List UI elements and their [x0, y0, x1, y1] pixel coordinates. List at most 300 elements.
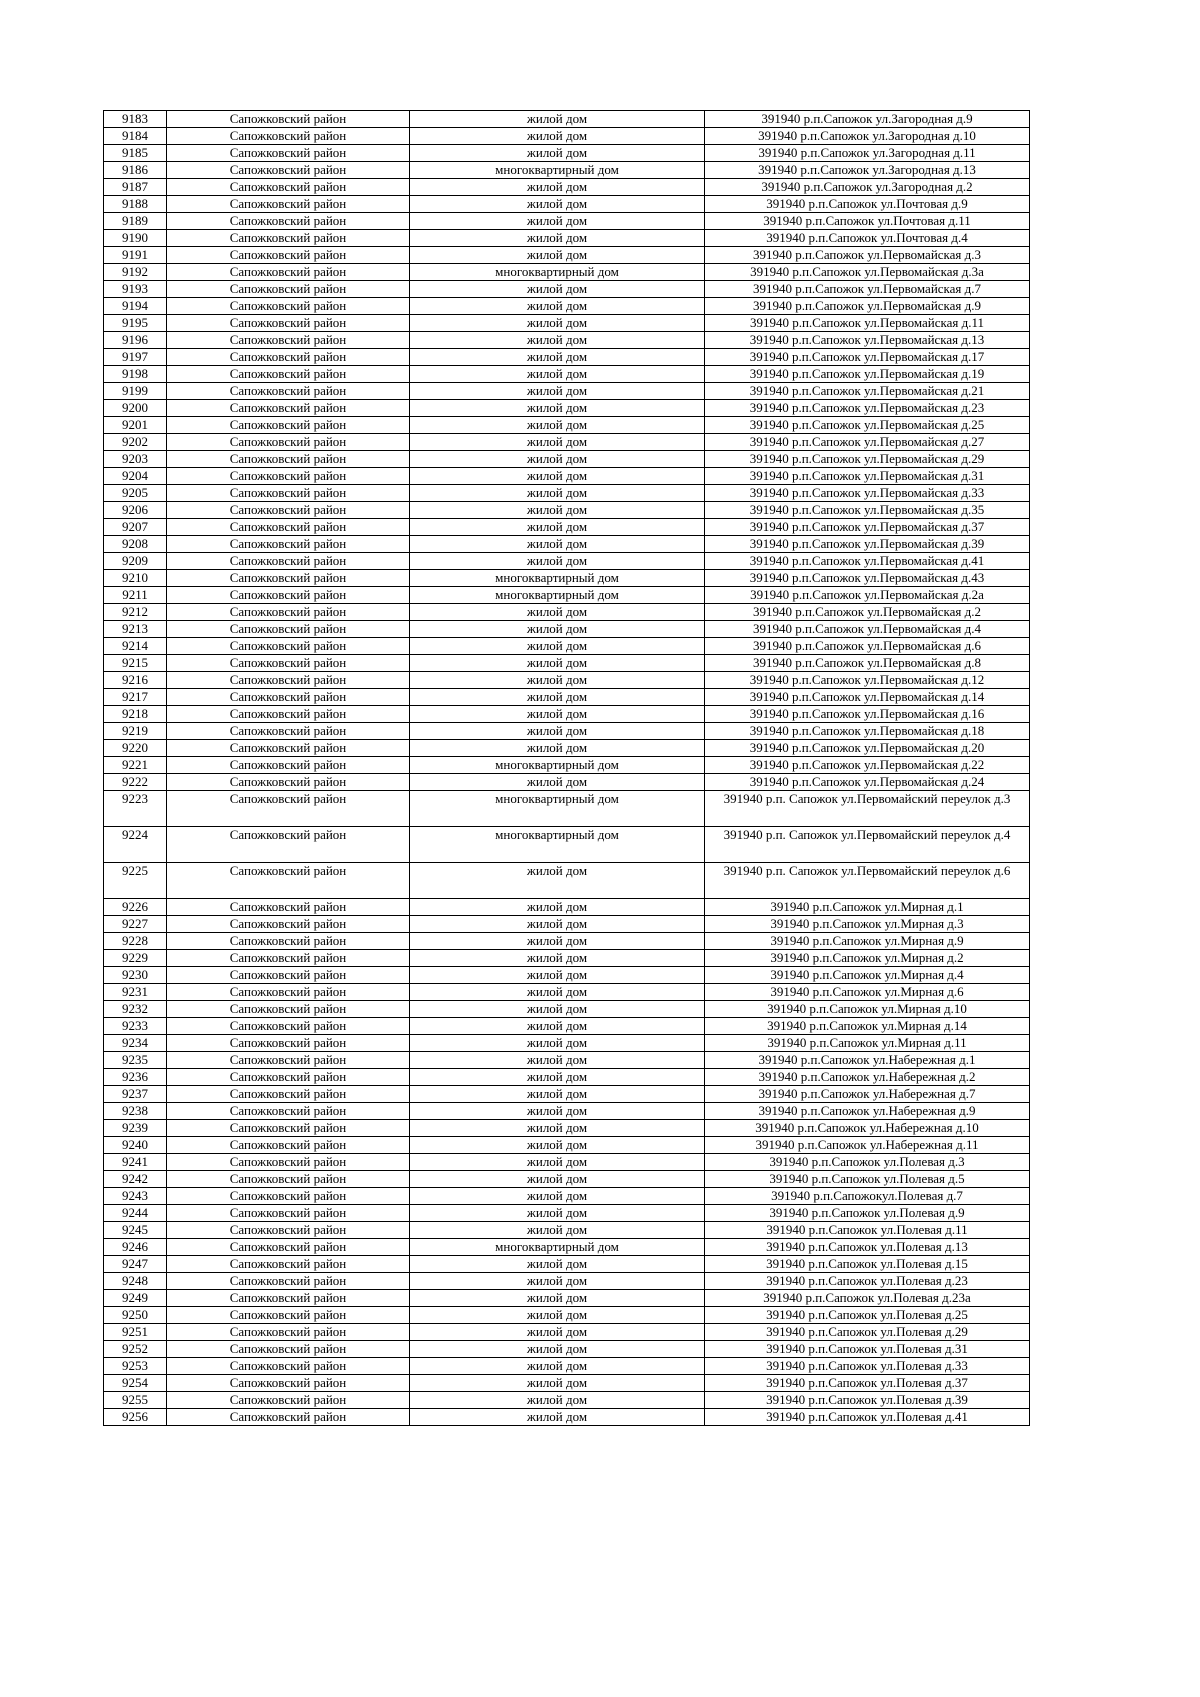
- building-type-cell: жилой дом: [410, 1358, 705, 1375]
- address-cell: 391940 р.п.Сапожок ул.Первомайская д.17: [705, 349, 1030, 366]
- building-type-cell: жилой дом: [410, 1290, 705, 1307]
- row-number-cell: 9244: [104, 1205, 167, 1222]
- table-row: [104, 1239, 1030, 1256]
- district-cell: Сапожковский район: [167, 1290, 410, 1307]
- district-cell: Сапожковский район: [167, 1324, 410, 1341]
- district-cell: Сапожковский район: [167, 162, 410, 179]
- address-cell: 391940 р.п.Сапожок ул.Полевая д.25: [705, 1307, 1030, 1324]
- building-type-cell: жилой дом: [410, 196, 705, 213]
- district-cell: Сапожковский район: [167, 264, 410, 281]
- address-cell: 391940 р.п.Сапожок ул.Мирная д.2: [705, 950, 1030, 967]
- table-row: [104, 1324, 1030, 1341]
- district-cell: Сапожковский район: [167, 1001, 410, 1018]
- table-row: [104, 1375, 1030, 1392]
- building-type-cell: жилой дом: [410, 519, 705, 536]
- address-cell: 391940 р.п.Сапожок ул.Первомайская д.21: [705, 383, 1030, 400]
- district-cell: Сапожковский район: [167, 1375, 410, 1392]
- building-type-cell: жилой дом: [410, 1409, 705, 1426]
- building-type-cell: жилой дом: [410, 1069, 705, 1086]
- building-type-cell: жилой дом: [410, 899, 705, 916]
- table-row: [104, 1137, 1030, 1154]
- building-type-cell: жилой дом: [410, 383, 705, 400]
- row-number-cell: 9243: [104, 1188, 167, 1205]
- row-number-cell: 9214: [104, 638, 167, 655]
- row-number-cell: 9249: [104, 1290, 167, 1307]
- row-number-cell: 9194: [104, 298, 167, 315]
- district-cell: Сапожковский район: [167, 315, 410, 332]
- address-cell: 391940 р.п.Сапожок ул.Первомайская д.29: [705, 451, 1030, 468]
- district-cell: Сапожковский район: [167, 1256, 410, 1273]
- address-cell: 391940 р.п.Сапожок ул.Мирная д.3: [705, 916, 1030, 933]
- building-type-cell: жилой дом: [410, 723, 705, 740]
- table-row: [104, 1205, 1030, 1222]
- district-cell: Сапожковский район: [167, 621, 410, 638]
- table-row: [104, 111, 1030, 128]
- row-number-cell: 9198: [104, 366, 167, 383]
- row-number-cell: 9225: [104, 863, 167, 899]
- table-row: [104, 1001, 1030, 1018]
- address-cell: 391940 р.п.Сапожок ул.Первомайская д.25: [705, 417, 1030, 434]
- building-type-cell: жилой дом: [410, 1171, 705, 1188]
- district-cell: Сапожковский район: [167, 1341, 410, 1358]
- district-cell: Сапожковский район: [167, 281, 410, 298]
- district-cell: Сапожковский район: [167, 434, 410, 451]
- building-type-cell: жилой дом: [410, 1103, 705, 1120]
- address-cell: 391940 р.п.Сапожок ул.Первомайская д.20: [705, 740, 1030, 757]
- address-cell: 391940 р.п.Сапожок ул.Мирная д.9: [705, 933, 1030, 950]
- district-cell: Сапожковский район: [167, 247, 410, 264]
- row-number-cell: 9222: [104, 774, 167, 791]
- table-row: [104, 570, 1030, 587]
- district-cell: Сапожковский район: [167, 1307, 410, 1324]
- address-cell: 391940 р.п.Сапожок ул.Первомайская д.16: [705, 706, 1030, 723]
- table-row: [104, 1171, 1030, 1188]
- address-cell: 391940 р.п. Сапожок ул.Первомайский переулок д.3: [705, 791, 1030, 827]
- table-row: [104, 162, 1030, 179]
- building-type-cell: жилой дом: [410, 536, 705, 553]
- building-type-cell: жилой дом: [410, 672, 705, 689]
- table-row: [104, 621, 1030, 638]
- district-cell: Сапожковский район: [167, 502, 410, 519]
- district-cell: Сапожковский район: [167, 827, 410, 863]
- building-type-cell: многоквартирный дом: [410, 162, 705, 179]
- table-row: [104, 863, 1030, 899]
- address-cell: 391940 р.п.Сапожок ул.Первомайская д.6: [705, 638, 1030, 655]
- row-number-cell: 9201: [104, 417, 167, 434]
- building-type-cell: жилой дом: [410, 179, 705, 196]
- district-cell: Сапожковский район: [167, 723, 410, 740]
- building-type-cell: жилой дом: [410, 1086, 705, 1103]
- building-type-cell: жилой дом: [410, 689, 705, 706]
- table-row: [104, 950, 1030, 967]
- address-cell: 391940 р.п.Сапожок ул.Полевая д.13: [705, 1239, 1030, 1256]
- district-cell: Сапожковский район: [167, 366, 410, 383]
- row-number-cell: 9238: [104, 1103, 167, 1120]
- address-cell: 391940 р.п.Сапожок ул.Мирная д.11: [705, 1035, 1030, 1052]
- table-row: [104, 723, 1030, 740]
- district-cell: Сапожковский район: [167, 1103, 410, 1120]
- district-cell: Сапожковский район: [167, 1035, 410, 1052]
- building-type-cell: жилой дом: [410, 128, 705, 145]
- row-number-cell: 9218: [104, 706, 167, 723]
- address-cell: 391940 р.п.Сапожок ул.Первомайская д.22: [705, 757, 1030, 774]
- building-type-cell: жилой дом: [410, 1307, 705, 1324]
- address-cell: 391940 р.п.Сапожок ул.Загородная д.10: [705, 128, 1030, 145]
- building-type-cell: жилой дом: [410, 213, 705, 230]
- table-row: [104, 1069, 1030, 1086]
- table-row: [104, 451, 1030, 468]
- row-number-cell: 9241: [104, 1154, 167, 1171]
- row-number-cell: 9256: [104, 1409, 167, 1426]
- table-row: [104, 638, 1030, 655]
- address-cell: 391940 р.п.Сапожок ул.Набережная д.1: [705, 1052, 1030, 1069]
- table-row: [104, 536, 1030, 553]
- district-cell: Сапожковский район: [167, 638, 410, 655]
- district-cell: Сапожковский район: [167, 1188, 410, 1205]
- row-number-cell: 9193: [104, 281, 167, 298]
- district-cell: Сапожковский район: [167, 536, 410, 553]
- row-number-cell: 9209: [104, 553, 167, 570]
- district-cell: Сапожковский район: [167, 587, 410, 604]
- address-cell: 391940 р.п.Сапожок ул.Первомайская д.8: [705, 655, 1030, 672]
- address-cell: 391940 р.п.Сапожок ул.Набережная д.9: [705, 1103, 1030, 1120]
- address-cell: 391940 р.п.Сапожок ул.Первомайская д.13: [705, 332, 1030, 349]
- row-number-cell: 9246: [104, 1239, 167, 1256]
- address-cell: 391940 р.п.Сапожок ул.Полевая д.9: [705, 1205, 1030, 1222]
- row-number-cell: 9236: [104, 1069, 167, 1086]
- table-body: [104, 111, 1030, 1426]
- address-cell: 391940 р.п.Сапожок ул.Первомайская д.7: [705, 281, 1030, 298]
- building-type-cell: многоквартирный дом: [410, 791, 705, 827]
- row-number-cell: 9227: [104, 916, 167, 933]
- address-cell: 391940 р.п.Сапожок ул.Первомайская д.18: [705, 723, 1030, 740]
- building-type-cell: жилой дом: [410, 774, 705, 791]
- district-cell: Сапожковский район: [167, 1222, 410, 1239]
- district-cell: Сапожковский район: [167, 196, 410, 213]
- row-number-cell: 9223: [104, 791, 167, 827]
- district-cell: Сапожковский район: [167, 145, 410, 162]
- building-type-cell: жилой дом: [410, 1375, 705, 1392]
- address-cell: 391940 р.п.Сапожок ул.Первомайская д.12: [705, 672, 1030, 689]
- address-cell: 391940 р.п.Сапожок ул.Почтовая д.11: [705, 213, 1030, 230]
- row-number-cell: 9192: [104, 264, 167, 281]
- building-type-cell: многоквартирный дом: [410, 827, 705, 863]
- row-number-cell: 9210: [104, 570, 167, 587]
- address-cell: 391940 р.п.Сапожок ул.Почтовая д.4: [705, 230, 1030, 247]
- address-cell: 391940 р.п.Сапожок ул.Набережная д.2: [705, 1069, 1030, 1086]
- address-cell: 391940 р.п.Сапожок ул.Первомайская д.19: [705, 366, 1030, 383]
- building-type-cell: жилой дом: [410, 933, 705, 950]
- building-type-cell: жилой дом: [410, 984, 705, 1001]
- district-cell: Сапожковский район: [167, 519, 410, 536]
- table-row: [104, 145, 1030, 162]
- table-row: [104, 1409, 1030, 1426]
- district-cell: Сапожковский район: [167, 672, 410, 689]
- address-cell: 391940 р.п.Сапожок ул.Полевая д.31: [705, 1341, 1030, 1358]
- table-row: [104, 298, 1030, 315]
- table-row: [104, 933, 1030, 950]
- row-number-cell: 9189: [104, 213, 167, 230]
- building-type-cell: многоквартирный дом: [410, 587, 705, 604]
- building-type-cell: жилой дом: [410, 1188, 705, 1205]
- table-row: [104, 315, 1030, 332]
- building-type-cell: жилой дом: [410, 400, 705, 417]
- building-type-cell: жилой дом: [410, 298, 705, 315]
- address-cell: 391940 р.п.Сапожок ул.Загородная д.11: [705, 145, 1030, 162]
- address-cell: 391940 р.п.Сапожок ул.Мирная д.14: [705, 1018, 1030, 1035]
- building-type-cell: жилой дом: [410, 230, 705, 247]
- table-row: [104, 740, 1030, 757]
- table-row: [104, 916, 1030, 933]
- building-type-cell: жилой дом: [410, 967, 705, 984]
- row-number-cell: 9233: [104, 1018, 167, 1035]
- address-cell: 391940 р.п.Сапожок ул.Загородная д.2: [705, 179, 1030, 196]
- building-type-cell: жилой дом: [410, 1154, 705, 1171]
- district-cell: Сапожковский район: [167, 1086, 410, 1103]
- address-cell: 391940 р.п. Сапожок ул.Первомайский переулок д.6: [705, 863, 1030, 899]
- row-number-cell: 9217: [104, 689, 167, 706]
- table-row: [104, 213, 1030, 230]
- district-cell: Сапожковский район: [167, 332, 410, 349]
- district-cell: Сапожковский район: [167, 655, 410, 672]
- row-number-cell: 9206: [104, 502, 167, 519]
- building-type-cell: жилой дом: [410, 1035, 705, 1052]
- row-number-cell: 9186: [104, 162, 167, 179]
- address-cell: 391940 р.п.Сапожок ул.Полевая д.41: [705, 1409, 1030, 1426]
- row-number-cell: 9228: [104, 933, 167, 950]
- district-cell: Сапожковский район: [167, 1018, 410, 1035]
- building-type-cell: жилой дом: [410, 417, 705, 434]
- table-row: [104, 400, 1030, 417]
- address-cell: 391940 р.п.Сапожок ул.Первомайская д.37: [705, 519, 1030, 536]
- row-number-cell: 9197: [104, 349, 167, 366]
- table-row: [104, 827, 1030, 863]
- district-cell: Сапожковский район: [167, 230, 410, 247]
- district-cell: Сапожковский район: [167, 863, 410, 899]
- table-row: [104, 417, 1030, 434]
- table-row: [104, 502, 1030, 519]
- district-cell: Сапожковский район: [167, 1239, 410, 1256]
- building-type-cell: жилой дом: [410, 1324, 705, 1341]
- district-cell: Сапожковский район: [167, 1154, 410, 1171]
- table-row: [104, 349, 1030, 366]
- address-cell: 391940 р.п.Сапожок ул.Мирная д.4: [705, 967, 1030, 984]
- district-cell: Сапожковский район: [167, 774, 410, 791]
- address-table: [103, 110, 1030, 1426]
- district-cell: Сапожковский район: [167, 111, 410, 128]
- address-cell: 391940 р.п.Сапожок ул.Набережная д.7: [705, 1086, 1030, 1103]
- district-cell: Сапожковский район: [167, 1137, 410, 1154]
- address-cell: 391940 р.п.Сапожок ул.Первомайская д.43: [705, 570, 1030, 587]
- row-number-cell: 9212: [104, 604, 167, 621]
- row-number-cell: 9234: [104, 1035, 167, 1052]
- row-number-cell: 9219: [104, 723, 167, 740]
- row-number-cell: 9185: [104, 145, 167, 162]
- table-row: [104, 366, 1030, 383]
- row-number-cell: 9205: [104, 485, 167, 502]
- table-row: [104, 984, 1030, 1001]
- table-row: [104, 1035, 1030, 1052]
- address-cell: 391940 р.п. Сапожок ул.Первомайский переулок д.4: [705, 827, 1030, 863]
- address-cell: 391940 р.п.Сапожок ул.Полевая д.23а: [705, 1290, 1030, 1307]
- address-cell: 391940 р.п.Сапожок ул.Первомайская д.33: [705, 485, 1030, 502]
- building-type-cell: жилой дом: [410, 1137, 705, 1154]
- row-number-cell: 9191: [104, 247, 167, 264]
- building-type-cell: жилой дом: [410, 1018, 705, 1035]
- district-cell: Сапожковский район: [167, 213, 410, 230]
- address-cell: 391940 р.п.Сапожок ул.Первомайская д.14: [705, 689, 1030, 706]
- table-row: [104, 519, 1030, 536]
- district-cell: Сапожковский район: [167, 604, 410, 621]
- district-cell: Сапожковский район: [167, 984, 410, 1001]
- district-cell: Сапожковский район: [167, 916, 410, 933]
- row-number-cell: 9253: [104, 1358, 167, 1375]
- building-type-cell: жилой дом: [410, 1222, 705, 1239]
- row-number-cell: 9220: [104, 740, 167, 757]
- table-row: [104, 264, 1030, 281]
- building-type-cell: многоквартирный дом: [410, 264, 705, 281]
- address-cell: 391940 р.п.Сапожок ул.Первомайская д.11: [705, 315, 1030, 332]
- building-type-cell: жилой дом: [410, 621, 705, 638]
- table-row: [104, 1052, 1030, 1069]
- district-cell: Сапожковский район: [167, 757, 410, 774]
- district-cell: Сапожковский район: [167, 740, 410, 757]
- building-type-cell: жилой дом: [410, 485, 705, 502]
- table-row: [104, 434, 1030, 451]
- building-type-cell: жилой дом: [410, 451, 705, 468]
- row-number-cell: 9196: [104, 332, 167, 349]
- table-row: [104, 1341, 1030, 1358]
- row-number-cell: 9254: [104, 1375, 167, 1392]
- table-row: [104, 247, 1030, 264]
- district-cell: Сапожковский район: [167, 1409, 410, 1426]
- district-cell: Сапожковский район: [167, 468, 410, 485]
- address-cell: 391940 р.п.Сапожок ул.Полевая д.11: [705, 1222, 1030, 1239]
- address-cell: 391940 р.п.Сапожок ул.Полевая д.39: [705, 1392, 1030, 1409]
- row-number-cell: 9202: [104, 434, 167, 451]
- district-cell: Сапожковский район: [167, 950, 410, 967]
- table-row: [104, 604, 1030, 621]
- row-number-cell: 9251: [104, 1324, 167, 1341]
- table-row: [104, 1273, 1030, 1290]
- table-row: [104, 1256, 1030, 1273]
- building-type-cell: жилой дом: [410, 1273, 705, 1290]
- table-row: [104, 128, 1030, 145]
- table-row: [104, 1392, 1030, 1409]
- row-number-cell: 9208: [104, 536, 167, 553]
- table-row: [104, 179, 1030, 196]
- table-row: [104, 672, 1030, 689]
- table-row: [104, 332, 1030, 349]
- row-number-cell: 9247: [104, 1256, 167, 1273]
- row-number-cell: 9215: [104, 655, 167, 672]
- building-type-cell: жилой дом: [410, 434, 705, 451]
- building-type-cell: жилой дом: [410, 281, 705, 298]
- row-number-cell: 9242: [104, 1171, 167, 1188]
- building-type-cell: жилой дом: [410, 1205, 705, 1222]
- building-type-cell: жилой дом: [410, 145, 705, 162]
- district-cell: Сапожковский район: [167, 1052, 410, 1069]
- table-row: [104, 383, 1030, 400]
- table-row: [104, 1222, 1030, 1239]
- address-cell: 391940 р.п.Сапожок ул.Набережная д.10: [705, 1120, 1030, 1137]
- district-cell: Сапожковский район: [167, 899, 410, 916]
- building-type-cell: жилой дом: [410, 1256, 705, 1273]
- table-row: [104, 553, 1030, 570]
- row-number-cell: 9250: [104, 1307, 167, 1324]
- table-row: [104, 689, 1030, 706]
- district-cell: Сапожковский район: [167, 570, 410, 587]
- address-cell: 391940 р.п.Сапожок ул.Первомайская д.41: [705, 553, 1030, 570]
- table-row: [104, 1103, 1030, 1120]
- district-cell: Сапожковский район: [167, 383, 410, 400]
- district-cell: Сапожковский район: [167, 1171, 410, 1188]
- table-row: [104, 757, 1030, 774]
- table-row: [104, 655, 1030, 672]
- table-row: [104, 899, 1030, 916]
- address-cell: 391940 р.п.Сапожок ул.Первомайская д.24: [705, 774, 1030, 791]
- building-type-cell: жилой дом: [410, 332, 705, 349]
- address-cell: 391940 р.п.Сапожок ул.Первомайская д.2а: [705, 587, 1030, 604]
- table-row: [104, 1154, 1030, 1171]
- table-row: [104, 468, 1030, 485]
- address-cell: 391940 р.п.Сапожок ул.Мирная д.10: [705, 1001, 1030, 1018]
- row-number-cell: 9248: [104, 1273, 167, 1290]
- row-number-cell: 9184: [104, 128, 167, 145]
- row-number-cell: 9199: [104, 383, 167, 400]
- table-row: [104, 1358, 1030, 1375]
- row-number-cell: 9224: [104, 827, 167, 863]
- building-type-cell: жилой дом: [410, 502, 705, 519]
- building-type-cell: многоквартирный дом: [410, 757, 705, 774]
- row-number-cell: 9240: [104, 1137, 167, 1154]
- address-cell: 391940 р.п.Сапожок ул.Мирная д.6: [705, 984, 1030, 1001]
- row-number-cell: 9190: [104, 230, 167, 247]
- table-row: [104, 774, 1030, 791]
- address-cell: 391940 р.п.Сапожок ул.Первомайская д.3а: [705, 264, 1030, 281]
- table-row: [104, 706, 1030, 723]
- building-type-cell: жилой дом: [410, 247, 705, 264]
- building-type-cell: жилой дом: [410, 740, 705, 757]
- row-number-cell: 9239: [104, 1120, 167, 1137]
- table-row: [104, 1307, 1030, 1324]
- row-number-cell: 9187: [104, 179, 167, 196]
- address-cell: 391940 р.п.Сапожок ул.Полевая д.3: [705, 1154, 1030, 1171]
- building-type-cell: жилой дом: [410, 366, 705, 383]
- row-number-cell: 9237: [104, 1086, 167, 1103]
- address-cell: 391940 р.п.Сапожок ул.Первомайская д.9: [705, 298, 1030, 315]
- row-number-cell: 9235: [104, 1052, 167, 1069]
- address-cell: 391940 р.п.Сапожок ул.Загородная д.13: [705, 162, 1030, 179]
- row-number-cell: 9213: [104, 621, 167, 638]
- district-cell: Сапожковский район: [167, 967, 410, 984]
- address-cell: 391940 р.п.Сапожок ул.Первомайская д.2: [705, 604, 1030, 621]
- table-row: [104, 1120, 1030, 1137]
- row-number-cell: 9203: [104, 451, 167, 468]
- address-cell: 391940 р.п.Сапожок ул.Загородная д.9: [705, 111, 1030, 128]
- row-number-cell: 9221: [104, 757, 167, 774]
- building-type-cell: жилой дом: [410, 950, 705, 967]
- row-number-cell: 9231: [104, 984, 167, 1001]
- building-type-cell: жилой дом: [410, 604, 705, 621]
- building-type-cell: жилой дом: [410, 468, 705, 485]
- district-cell: Сапожковский район: [167, 553, 410, 570]
- row-number-cell: 9229: [104, 950, 167, 967]
- building-type-cell: жилой дом: [410, 638, 705, 655]
- building-type-cell: жилой дом: [410, 655, 705, 672]
- district-cell: Сапожковский район: [167, 1392, 410, 1409]
- row-number-cell: 9226: [104, 899, 167, 916]
